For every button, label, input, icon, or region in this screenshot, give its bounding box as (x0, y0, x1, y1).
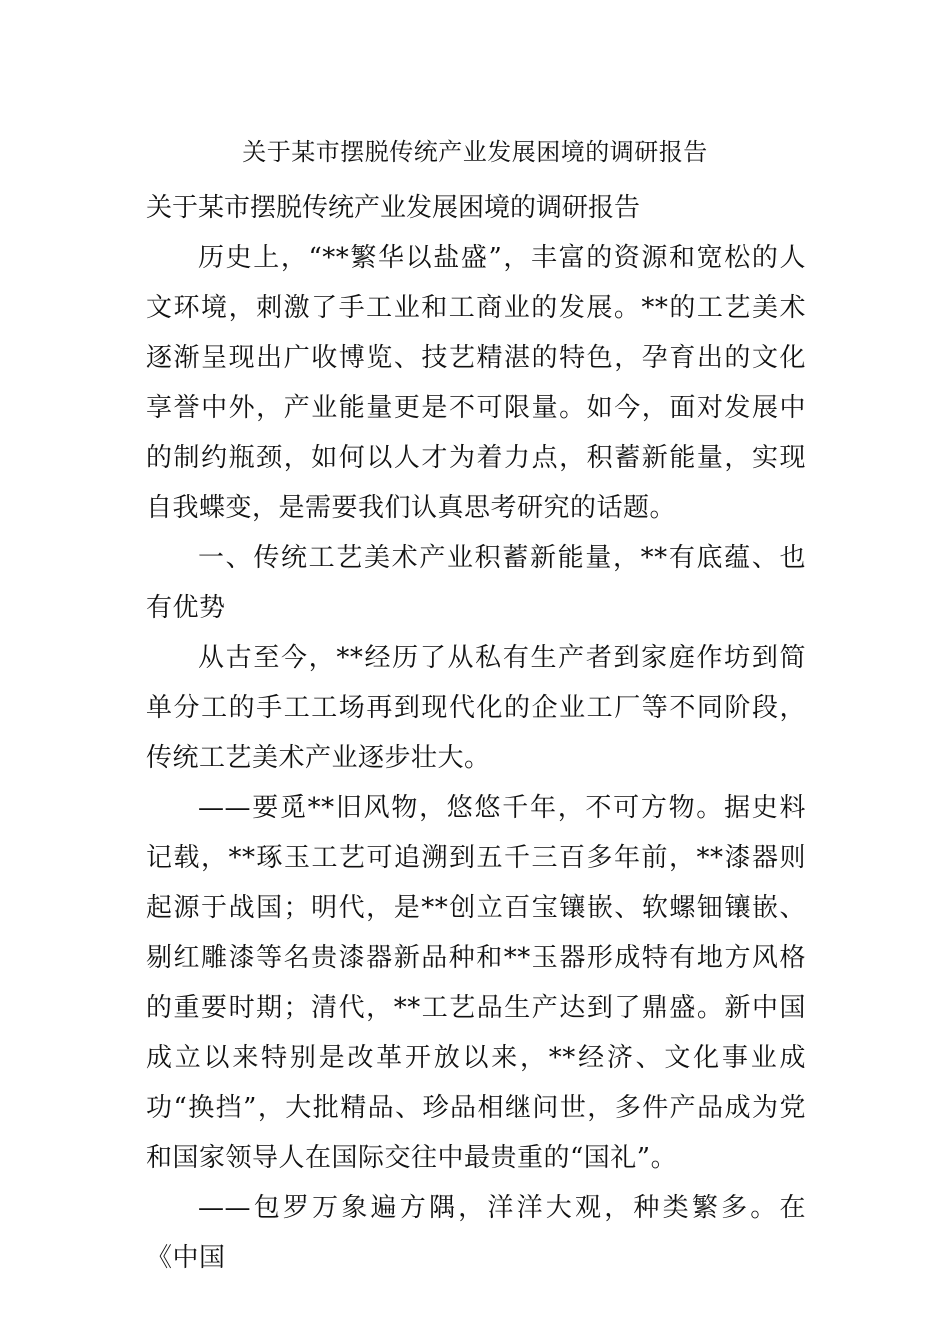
paragraph-heritage: ——要觅**旧风物，悠悠千年，不可方物。据史料记载，**琢玉工艺可追溯到五千三百多年前，**漆器则起源于战国；明代，是**创立百宝镶嵌、软螺钿镶嵌、剔红雕漆等名贵漆器新品种和**玉器形成特有地方风格的重要时期；清代，**工艺品生产达到了鼎盛。新中国成立以来特别是改革开放以来，**经济、文化事业成功“换挡”，大批精品、珍品相继问世，多件产品成为党和国家领导人在国际交往中最贵重的“国礼”。 (146, 793, 806, 1173)
paragraph-variety: ——包罗万象遍方隅，洋洋大观，种类繁多。在《中国 (146, 1193, 806, 1273)
document-title: 关于某市摆脱传统产业发展困境的调研报告 (242, 138, 708, 166)
document-subtitle: 关于某市摆脱传统产业发展困境的调研报告 (146, 193, 641, 223)
document-body (146, 183, 806, 1283)
paragraph-history: 从古至今，**经历了从私有生产者到家庭作坊到简单分工的手工工场再到现代化的企业工厂等不同阶段，传统工艺美术产业逐步壮大。 (146, 643, 806, 773)
paragraph-intro: 历史上，“**繁华以盐盛”，丰富的资源和宽松的人文环境，刺激了手工业和工商业的发展。**的工艺美术逐渐呈现出广收博览、技艺精湛的特色，孕育出的文化享誉中外，产业能量更是不可限量。如今，面对发展中的制约瓶颈，如何以人才为着力点，积蓄新能量，实现自我蝶变，是需要我们认真思考研究的话题。 (146, 243, 806, 523)
section-heading-1: 一、传统工艺美术产业积蓄新能量，**有底蕴、也有优势 (146, 543, 806, 623)
